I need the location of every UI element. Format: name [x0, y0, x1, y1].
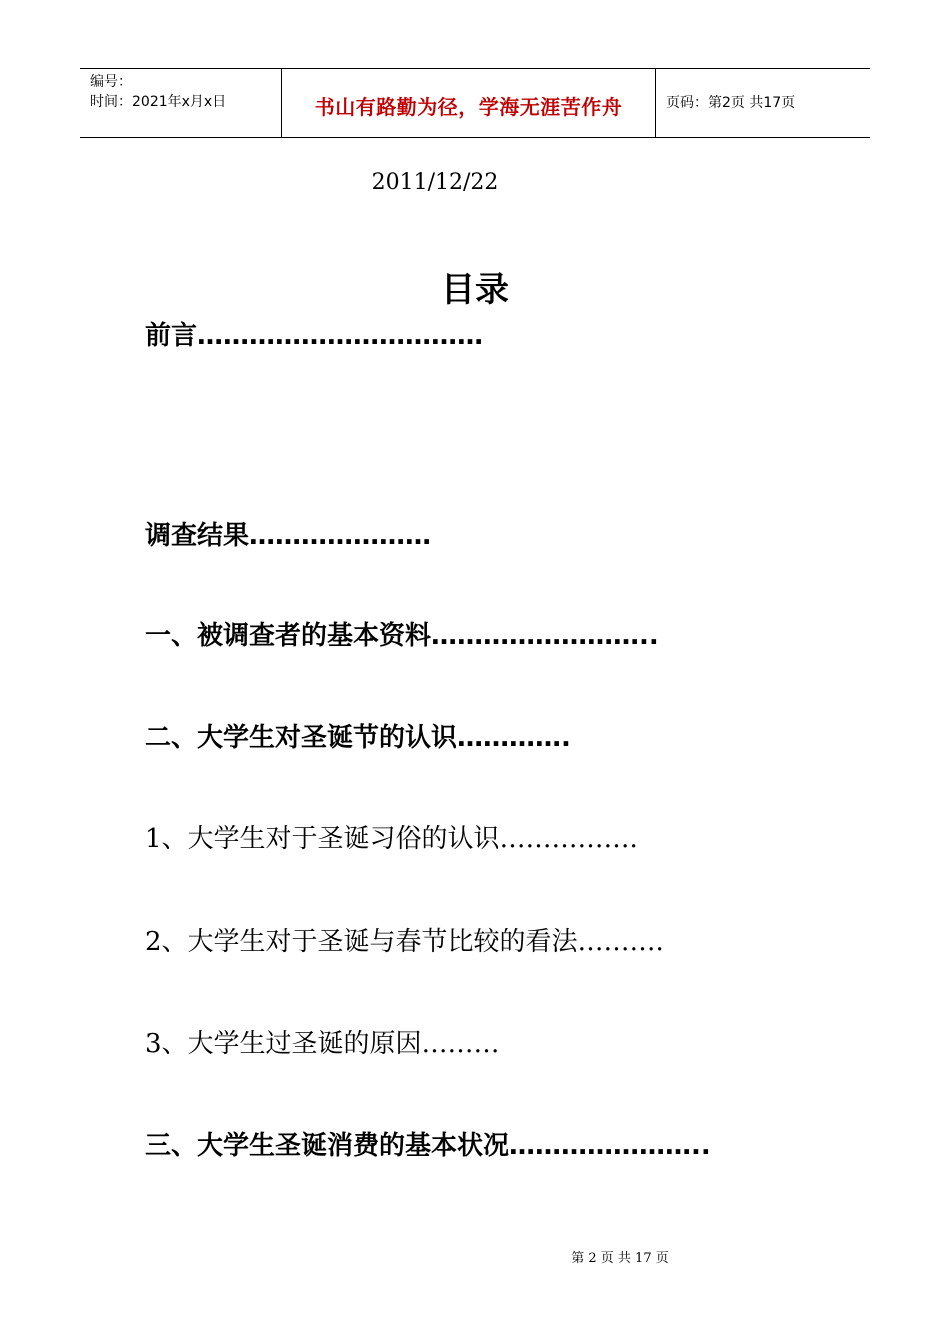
toc-item-subsection-2: 2、大学生对于圣诞与春节比较的看法……….: [145, 927, 664, 957]
header-middle-cell: [282, 69, 656, 137]
toc-item-survey-results: 调查结果…………………: [145, 521, 432, 551]
page-footer: 第 2 页 共 17 页: [571, 1251, 669, 1266]
toc-item-subsection-1: 1、大学生对于圣诞习俗的认识…………….: [145, 824, 638, 854]
toc-item-section-2: 二、大学生对圣诞节的认识………….: [145, 723, 571, 753]
toc-item-section-1: 一、被调查者的基本资料……………………..: [145, 621, 659, 651]
header-left-cell: [80, 69, 282, 137]
document-date: 2011/12/22: [371, 170, 499, 195]
header-right-cell: [656, 69, 870, 137]
page-header: [80, 68, 870, 138]
header-page-info: 页码：第2页 共17页: [666, 95, 796, 111]
motto-text: 书山有路勤为径，学海无涯苦作舟: [314, 95, 623, 119]
toc-item-section-3: 三、大学生圣诞消费的基本状况…………………..: [145, 1131, 711, 1161]
toc-item-preface: 前言……………………………: [145, 321, 484, 351]
toc-title: 目录: [441, 270, 509, 310]
toc-item-subsection-3: 3、大学生过圣诞的原因………: [145, 1029, 500, 1059]
number-label: 编号：: [90, 74, 132, 90]
time-label: 时间：2021年x月x日: [90, 94, 227, 110]
